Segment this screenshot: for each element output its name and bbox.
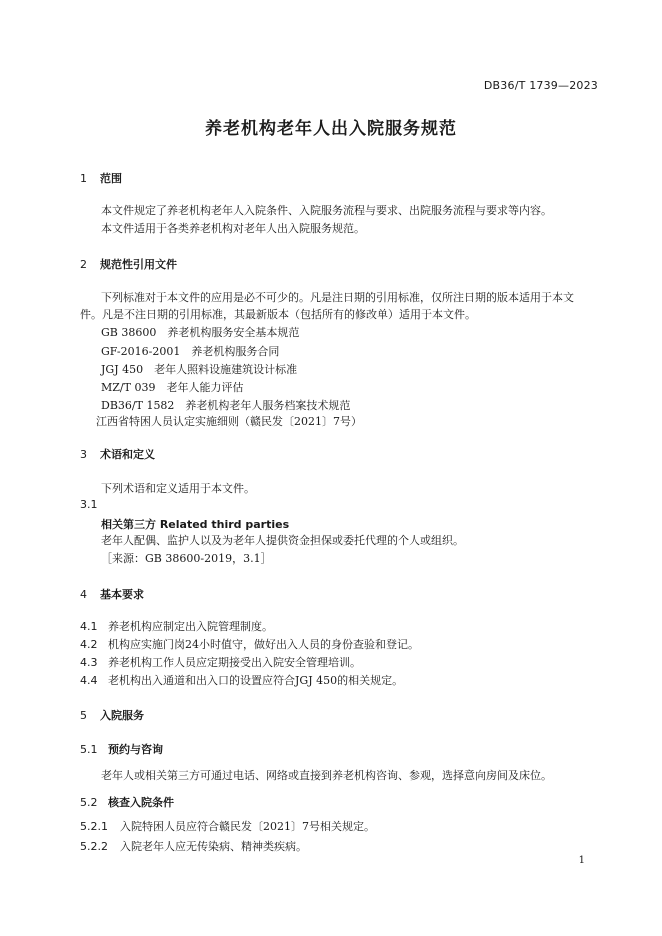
section-number: 2 (80, 258, 87, 271)
paragraph: 下列术语和定义适用于本文件。 (101, 482, 255, 495)
reference-item: GB 38600 养老机构服务安全基本规范 (101, 326, 300, 339)
subsection-5-2-heading (80, 794, 174, 810)
subsection-title: 预约与咨询 (108, 743, 163, 756)
section-number: 3 (80, 448, 87, 461)
item-number: 5.2.2 (80, 840, 108, 853)
section-title: 入院服务 (100, 709, 144, 722)
section-number: 5 (80, 709, 87, 722)
document-title: 养老机构老年人出入院服务规范 (205, 119, 457, 139)
term-title: 相关第三方 Related third parties (101, 518, 290, 531)
paragraph: 本文件适用于各类养老机构对老年人出入院服务规范。 (101, 222, 365, 235)
term-source: ［来源：GB 38600-2019，3.1］ (101, 552, 272, 565)
item-text: 养老机构工作人员应定期接受出入院安全管理培训。 (108, 656, 361, 669)
subsection-number: 5.2 (80, 796, 98, 809)
section-4-heading (80, 586, 144, 602)
term-definition: 老年人配偶、监护人以及为老年人提供资金担保或委托代理的个人或组织。 (101, 534, 464, 547)
subsection-number: 5.1 (80, 743, 98, 756)
item-number: 5.2.1 (80, 820, 108, 833)
section-number: 4 (80, 588, 87, 601)
item-text: 老机构出入通道和出入口的设置应符合JGJ 450的相关规定。 (108, 674, 404, 687)
section-title: 规范性引用文件 (100, 258, 177, 271)
requirement-item (80, 672, 403, 689)
reference-item: JGJ 450 老年人照料设施建筑设计标准 (101, 363, 298, 376)
section-title: 范围 (100, 172, 122, 185)
item-number: 4.1 (80, 620, 98, 633)
document-code: DB36/T 1739—2023 (483, 79, 598, 92)
term-number: 3.1 (80, 498, 98, 511)
section-title: 基本要求 (100, 588, 144, 601)
subsection-title: 核查入院条件 (108, 796, 174, 809)
requirement-item (80, 818, 375, 835)
reference-item: GF-2016-2001 养老机构服务合同 (101, 345, 280, 358)
section-title: 术语和定义 (100, 448, 155, 461)
item-number: 4.2 (80, 638, 98, 651)
paragraph: 老年人或相关第三方可通过电话、网络或直接到养老机构咨询、参观，选择意向房间及床位。 (101, 769, 552, 782)
section-number: 1 (80, 172, 87, 185)
item-text: 入院特困人员应符合赣民发〔2021〕7号相关规定。 (120, 820, 375, 833)
section-1-heading (80, 170, 122, 186)
reference-item: DB36/T 1582 养老机构老年人服务档案技术规范 (101, 399, 351, 412)
page-number: 1 (578, 855, 585, 866)
item-number: 4.4 (80, 674, 98, 687)
reference-item: 江西省特困人员认定实施细则（赣民发〔2021〕7号） (96, 415, 362, 428)
paragraph: 件。凡是不注日期的引用标准，其最新版本（包括所有的修改单）适用于本文件。 (80, 308, 476, 321)
paragraph: 下列标准对于本文件的应用是必不可少的。凡是注日期的引用标准，仅所注日期的版本适用于本文 (101, 291, 574, 304)
reference-item: MZ/T 039 老年人能力评估 (101, 381, 244, 394)
requirement-item (80, 636, 419, 653)
requirement-item (80, 838, 307, 855)
requirement-item (80, 618, 273, 635)
item-text: 入院老年人应无传染病、精神类疾病。 (120, 840, 307, 853)
section-2-heading (80, 256, 177, 272)
item-text: 养老机构应制定出入院管理制度。 (108, 620, 273, 633)
requirement-item (80, 654, 361, 671)
section-5-heading (80, 707, 144, 723)
subsection-5-1-heading (80, 741, 163, 757)
section-3-heading (80, 446, 155, 462)
item-number: 4.3 (80, 656, 98, 669)
paragraph: 本文件规定了养老机构老年人入院条件、入院服务流程与要求、出院服务流程与要求等内容。 (101, 204, 552, 217)
item-text: 机构应实施门岗24小时值守，做好出入人员的身份查验和登记。 (108, 638, 419, 651)
